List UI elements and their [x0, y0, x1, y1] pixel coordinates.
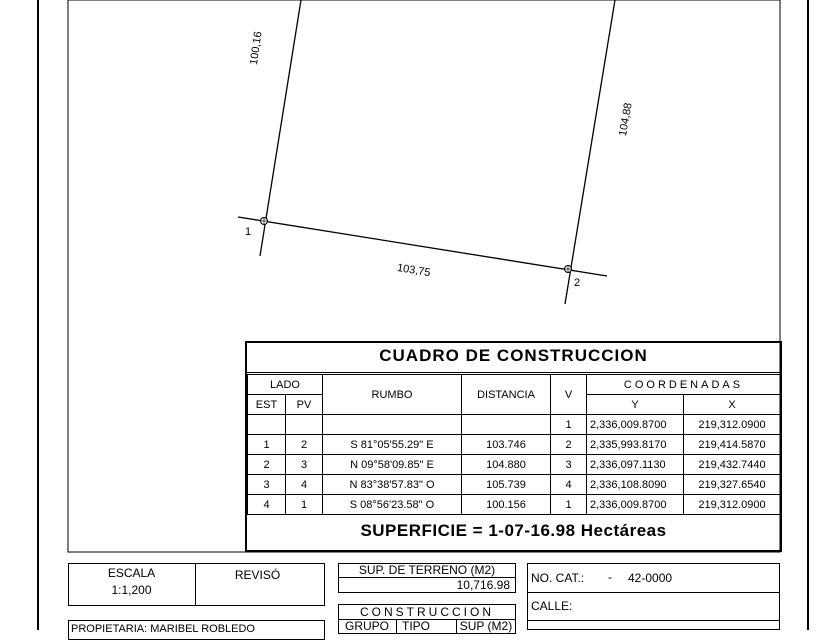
no-cat-value: 42-0000 — [628, 571, 673, 585]
cell-y: 2,336,108.8090 — [587, 475, 684, 495]
cell-rumbo: N 09°58'09.85" E — [323, 455, 462, 475]
escala-label: ESCALA — [107, 566, 156, 580]
cell-v: 2 — [551, 435, 587, 455]
sup-terreno-label: SUP. DE TERRENO (M2) — [358, 563, 496, 577]
vertex-label-2: 2 — [574, 277, 581, 289]
cell-rumbo: S 08°56'23.58" O — [323, 495, 462, 515]
cell-v: 1 — [551, 495, 587, 515]
table-row — [248, 415, 781, 435]
propietaria-label: PROPIETARIA: MARIBEL ROBLEDO — [71, 623, 255, 635]
grupo-label: GRUPO — [344, 619, 389, 633]
header-est: EST — [248, 395, 286, 415]
tipo-label: TIPO — [401, 619, 430, 633]
cell-pv: 3 — [286, 455, 323, 475]
cell-pv: 1 — [286, 495, 323, 515]
cuadro-table — [247, 374, 781, 515]
superficie-total: SUPERFICIE = 1-07-16.98 Hectáreas — [360, 521, 667, 540]
cell-distancia: 100.156 — [462, 495, 551, 515]
header-lado: LADO — [248, 375, 323, 395]
table-row — [248, 475, 781, 495]
header-x: X — [684, 395, 781, 415]
dimension-right-label: 104,88 — [617, 101, 635, 138]
cell-x: 219,432.7440 — [684, 455, 781, 475]
escala-value: 1:1,200 — [111, 583, 152, 597]
header-distancia: DISTANCIA — [462, 375, 551, 415]
cell-x: 219,414.5870 — [684, 435, 781, 455]
cell-pv: 2 — [286, 435, 323, 455]
no-cat-dash: - — [608, 570, 612, 584]
header-y: Y — [587, 395, 684, 415]
cuadro-title: CUADRO DE CONSTRUCCION — [379, 346, 648, 365]
cell-distancia: 103.746 — [462, 435, 551, 455]
dimension-bottom-label: 103,75 — [396, 262, 432, 280]
header-pv: PV — [286, 395, 323, 415]
calle-label: CALLE: — [531, 599, 573, 613]
cell-x: 219,312.0900 — [684, 495, 781, 515]
cell-est: 1 — [248, 435, 286, 455]
cell-y: 2,336,009.8700 — [587, 495, 684, 515]
table-row — [248, 495, 781, 515]
cell-est: 2 — [248, 455, 286, 475]
cell-distancia: 105.739 — [462, 475, 551, 495]
cell-est: 3 — [248, 475, 286, 495]
header-rumbo: RUMBO — [323, 375, 462, 415]
reviso-label: REVISÓ — [234, 568, 281, 582]
dimension-left-label: 100,16 — [248, 30, 265, 66]
cell-est: 4 — [248, 495, 286, 515]
parcel-side-right — [565, 0, 615, 304]
sup-m2-label: SUP (M2) — [459, 619, 513, 633]
table-row — [248, 455, 781, 475]
construccion-label: CONSTRUCCION — [360, 605, 494, 619]
cell-x: 219,312.0900 — [684, 415, 781, 435]
cell-distancia: 104.880 — [462, 455, 551, 475]
vertex-label-1: 1 — [245, 226, 252, 238]
cell-pv: 4 — [286, 475, 323, 495]
sup-terreno-value: 10,716.98 — [456, 578, 510, 592]
cell-rumbo: S 81°05'55.29" E — [323, 435, 462, 455]
cell-y: 2,336,009.8700 — [587, 415, 684, 435]
cell-y: 2,336,097.1130 — [587, 455, 684, 475]
cell-x: 219,327.6540 — [684, 475, 781, 495]
cell-v: 3 — [551, 455, 587, 475]
header-coordenadas: COORDENADAS — [587, 375, 781, 395]
cell-v: 4 — [551, 475, 587, 495]
header-v: V — [551, 375, 587, 415]
parcel-side-left — [260, 0, 301, 256]
cell-y: 2,335,993.8170 — [587, 435, 684, 455]
table-row — [248, 435, 781, 455]
no-cat-label: NO. CAT.: — [531, 571, 585, 585]
cell-v: 1 — [551, 415, 587, 435]
cell-rumbo: N 83°38'57.83" O — [323, 475, 462, 495]
